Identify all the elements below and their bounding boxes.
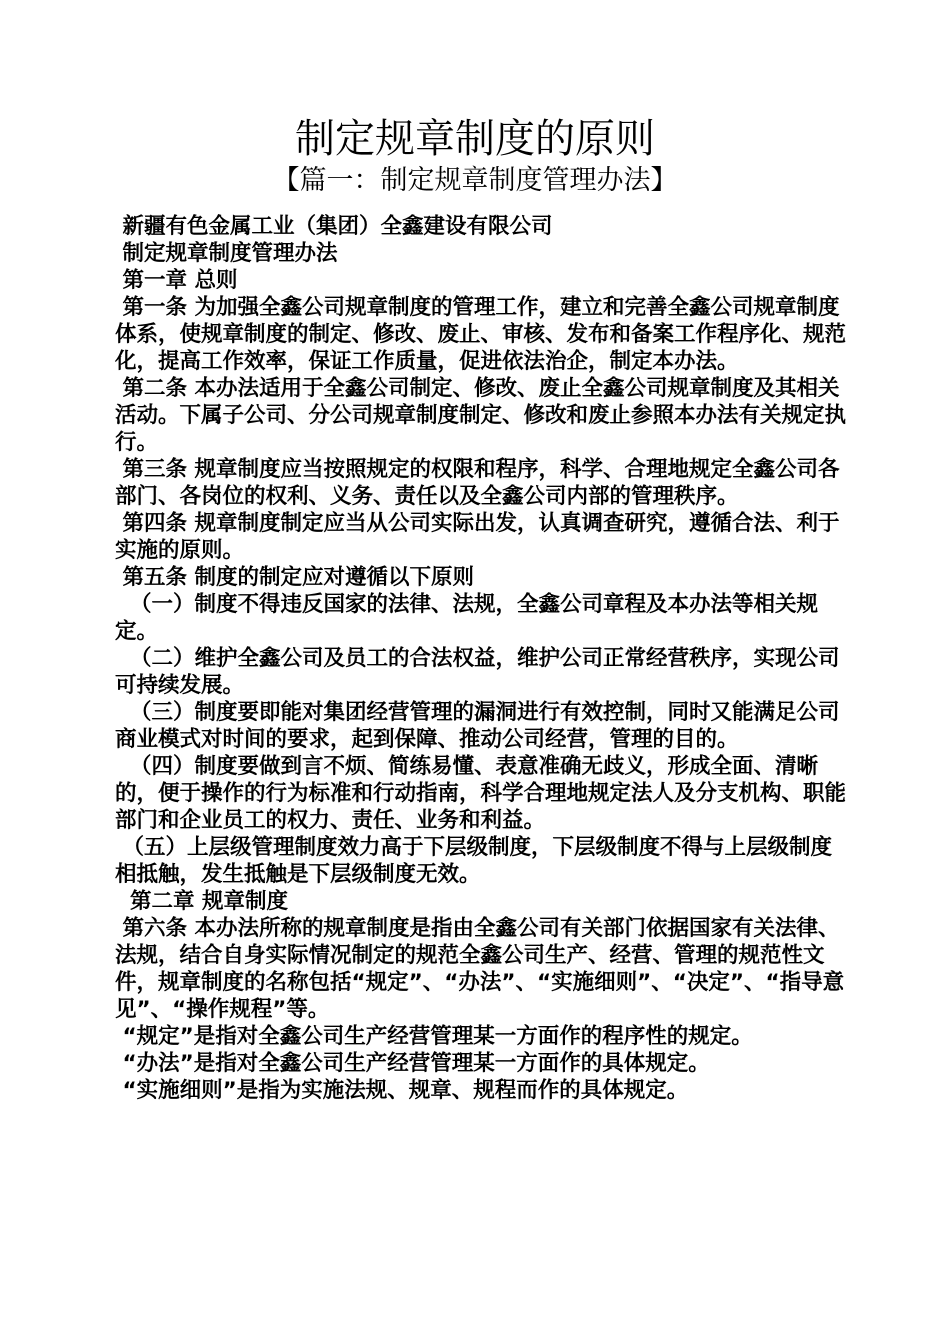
- article-paragraph: 第四条 规章制度制定应当从公司实际出发，认真调查研究，遵循合法、利于实施的原则。: [115, 511, 840, 563]
- org-name: 新疆有色金属工业（集团）全鑫建设有限公司: [115, 214, 553, 239]
- principle-item: （三）制度要即能对集团经营管理的漏洞进行有效控制，同时又能满足公司商业模式对时间的要求，起到保障、推动公司经营，管理的目的。: [115, 700, 840, 752]
- definition-paragraph: “办法”是指对全鑫公司生产经营管理某一方面作的具体规定。: [115, 1051, 710, 1076]
- article-paragraph: 第五条 制度的制定应对遵循以下原则: [115, 565, 474, 590]
- chapter-heading: 第二章 规章制度: [115, 889, 288, 914]
- principle-item: （一）制度不得违反国家的法律、法规，全鑫公司章程及本办法等相关规定。: [115, 592, 818, 644]
- regulation-title: 制定规章制度管理办法: [115, 241, 338, 266]
- definition-paragraph: “规定”是指对全鑫公司生产经营管理某一方面作的程序性的规定。: [115, 1024, 753, 1049]
- article-paragraph: 第二条 本办法适用于全鑫公司制定、修改、废止全鑫公司规章制度及其相关活动。下属子公司、分公司规章制度制定、修改和废止参照本办法有关规定执行。: [115, 376, 847, 455]
- chapter-heading: 第一章 总则: [115, 268, 238, 293]
- definition-paragraph: “实施细则”是指为实施法规、规章、规程而作的具体规定。: [115, 1078, 689, 1103]
- article-paragraph: 第三条 规章制度应当按照规定的权限和程序，科学、合理地规定全鑫公司各部门、各岗位的权利、义务、责任以及全鑫公司内部的管理秩序。: [115, 457, 840, 509]
- document-body: [115, 213, 850, 1104]
- principle-item: （四）制度要做到言不烦、简练易懂、表意准确无歧义，形成全面、清晰的，便于操作的行为标准和行动指南，科学合理地规定法人及分支机构、职能部门和企业员工的权力、责任、业务和利益。: [115, 754, 847, 833]
- document-subtitle: 【篇一：制定规章制度管理办法】: [272, 165, 678, 196]
- article-paragraph: 第六条 本办法所称的规章制度是指由全鑫公司有关部门依据国家有关法律、法规，结合自身实际情况制定的规范全鑫公司生产、经营、管理的规范性文件，规章制度的名称包括“规定”、“办法”、“实施细则”、“决定”、“指导意见”、“操作规程”等。: [115, 916, 845, 1022]
- principle-item: （二）维护全鑫公司及员工的合法权益，维护公司正常经营秩序，实现公司可持续发展。: [115, 646, 840, 698]
- principle-item: （五）上层级管理制度效力高于下层级制度，下层级制度不得与上层级制度相抵触，发生抵触是下层级制度无效。: [115, 835, 833, 887]
- article-paragraph: 第一条 为加强全鑫公司规章制度的管理工作，建立和完善全鑫公司规章制度体系，使规章制度的制定、修改、废止、审核、发布和备案工作程序化、规范化，提高工作效率，保证工作质量，促进依法治企，制定本办法。: [115, 295, 847, 374]
- document-title: 制定规章制度的原则: [295, 116, 655, 162]
